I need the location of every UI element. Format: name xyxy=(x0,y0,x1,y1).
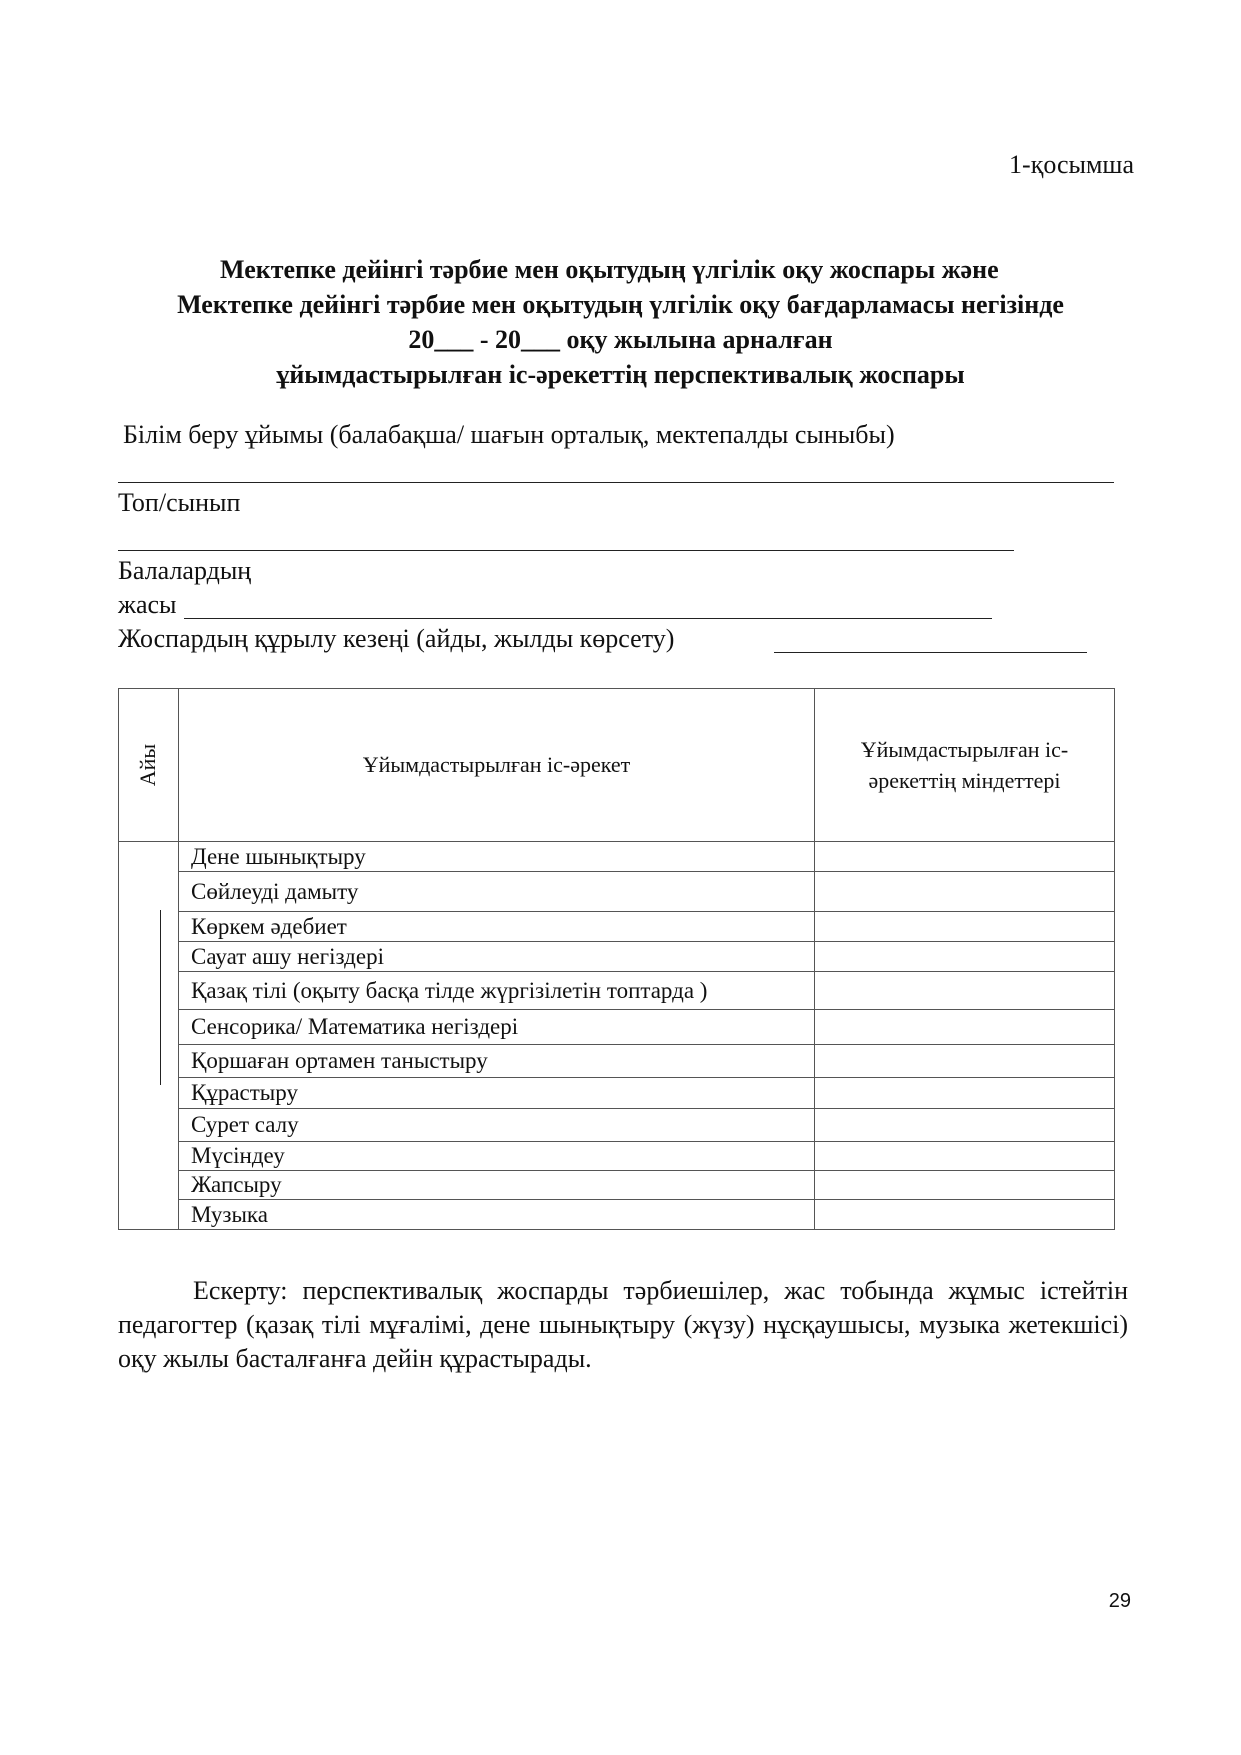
header-month xyxy=(119,689,179,842)
table-row xyxy=(119,872,1115,912)
objectives-cell xyxy=(815,1010,1115,1045)
table-row xyxy=(119,1171,1115,1200)
objectives-cell xyxy=(815,1171,1115,1200)
table-row xyxy=(119,1142,1115,1171)
age-label-line-1: Балалардың xyxy=(118,556,252,585)
objectives-cell xyxy=(815,912,1115,942)
organization-blank-line xyxy=(118,482,1114,483)
activity-cell: Көркем әдебиет xyxy=(179,912,815,942)
table-row xyxy=(119,1010,1115,1045)
table-row xyxy=(119,1078,1115,1109)
title-line-1: Мектепке дейінгі тәрбие мен оқытудың үлгілік оқу жоспары және xyxy=(220,255,999,284)
activity-cell: Сауат ашу негіздері xyxy=(179,942,815,972)
title-line-3: 20___ - 20___ оқу жылына арналған xyxy=(408,325,833,354)
activity-cell: Мүсіндеу xyxy=(179,1142,815,1171)
objectives-cell xyxy=(815,872,1115,912)
title-line-4: ұйымдастырылған іс-әрекеттің перспективалық жоспары xyxy=(276,360,965,389)
note-text: Ескерту: перспективалық жоспарды тәрбиешілер, жас тобында жұмыс істейтін педагогтер (қазақ тілі мұғалімі, дене шынықтыру (жүзу) нұсқаушысы, музыка жетекшісі) оқу жылы басталғанға дейін құрастырады. xyxy=(118,1276,1128,1373)
month-cell xyxy=(119,842,179,1230)
objectives-cell xyxy=(815,1078,1115,1109)
header-month-label: Айы xyxy=(135,743,161,787)
objectives-cell xyxy=(815,1045,1115,1078)
objectives-cell xyxy=(815,842,1115,872)
objectives-cell xyxy=(815,942,1115,972)
plan-table xyxy=(118,688,1115,1230)
table-row xyxy=(119,1109,1115,1142)
table-row xyxy=(119,1045,1115,1078)
table-row xyxy=(119,942,1115,972)
month-bracket-line xyxy=(160,910,161,1085)
activity-cell: Қоршаған ортамен таныстыру xyxy=(179,1045,815,1078)
objectives-cell xyxy=(815,1109,1115,1142)
table-row xyxy=(119,1200,1115,1230)
age-label-line-2: жасы xyxy=(118,590,177,619)
header-activity: Ұйымдастырылған іс-әрекет xyxy=(179,689,815,842)
table-row xyxy=(119,972,1115,1010)
activity-cell: Сенсорика/ Математика негіздері xyxy=(179,1010,815,1045)
appendix-label: 1-қосымша xyxy=(1009,150,1134,179)
activity-cell: Жапсыру xyxy=(179,1171,815,1200)
age-blank-line xyxy=(184,618,992,619)
header-objectives: Ұйымдастырылған іс-әрекеттің міндеттері xyxy=(815,689,1115,842)
organization-label: Білім беру ұйымы (балабақша/ шағын орталық, мектепалды сыныбы) xyxy=(123,420,895,449)
objectives-cell xyxy=(815,1142,1115,1171)
table-row xyxy=(119,842,1115,872)
table-header-row xyxy=(119,689,1115,842)
activity-cell: Дене шынықтыру xyxy=(179,842,815,872)
activity-cell: Құрастыру xyxy=(179,1078,815,1109)
table-row xyxy=(119,912,1115,942)
group-blank-line xyxy=(118,550,1014,551)
activity-cell: Сурет салу xyxy=(179,1109,815,1142)
title-line-2: Мектепке дейінгі тәрбие мен оқытудың үлгілік оқу бағдарламасы негізінде xyxy=(177,290,1064,319)
objectives-cell xyxy=(815,972,1115,1010)
activity-cell: Сөйлеуді дамыту xyxy=(179,872,815,912)
page-number: 29 xyxy=(1108,1590,1131,1612)
group-label: Топ/сынып xyxy=(118,488,241,517)
activity-cell: Музыка xyxy=(179,1200,815,1230)
note-paragraph xyxy=(118,1274,1128,1376)
period-label: Жоспардың құрылу кезеңі (айды, жылды көрсету) xyxy=(118,624,675,653)
objectives-cell xyxy=(815,1200,1115,1230)
activity-cell: Қазақ тілі (оқыту басқа тілде жүргізілетін топтарда ) xyxy=(179,972,815,1010)
period-blank-line xyxy=(774,652,1087,653)
